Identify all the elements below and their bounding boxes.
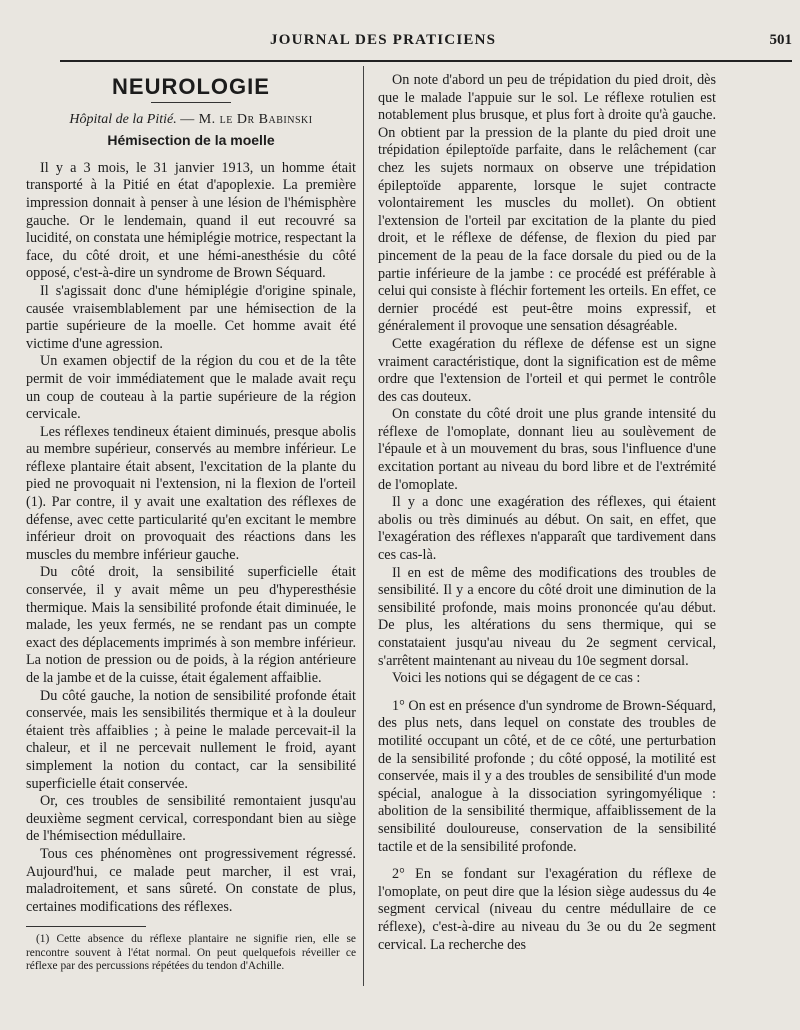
paragraph: On constate du côté droit une plus grande intensité du réflexe de l'omoplate, donnant lieu au soulèvement de l'épaule et à un mouvement du bras, sous l'influence d'une excitation portant au niveau du bord libre et de l'extrémité de l'omoplate.: [378, 406, 716, 493]
paragraph: 2° En se fondant sur l'exagération du réflexe de l'omoplate, on peut dire que la lésion siège audessus du 4e segment cervical (niveau du centre médullaire de ce réflexe), c'est-à-dire au niveau du 3e ou du 2e segment cervical. La recherche des: [378, 866, 716, 953]
paragraph: On note d'abord un peu de trépidation du pied droit, dès que le malade l'appuie sur le sol. Le réflexe rotulien est notablement plus brusque, et plus fort à droite qu'à gauche. On obtient par la pression de la plante du pied droit une trépidation épileptoïde parfaite, dans le relâchement (car chez les sujets normaux on observe une trépidation épileptoïde apparente, lorsque le sujet contracte volontairement les muscles du mollet). On obtient l'extension de l'orteil par excitation de la plante du pied droit, et le réflexe de défense, de flexion du pied par pincement de la peau de la face dorsale du pied ou de la partie inférieure de la jambe : ce procédé est préférable à celui qui consiste à fléchir fortement les orteils. En effet, ce dernier procédé est peut-être moins expressif, et généralement il provoque une sensation désagréable.: [378, 72, 716, 335]
paragraph: Du côté droit, la sensibilité superficielle était conservée, il y avait même un peu d'hyperesthésie thermique. Mais la sensibilité profonde était diminuée, le malade, les yeux fermés, ne se rendant pas un compte exact des déplacements imprimés à son membre inférieur. La notion de pression ou de poids, à la région antérieure de la jambe et de la cuisse, était également affaiblie.: [26, 564, 356, 686]
journal-title: JOURNAL DES PRATICIENS: [270, 32, 497, 48]
byline: [26, 111, 356, 129]
left-column: [26, 72, 356, 974]
paragraph: 1° On est en présence d'un syndrome de Brown-Séquard, des plus nets, dans lequel on constate des troubles de motilité occupant un côté, et de ce côté, une perturbation de la sensibilité profonde ; du côté opposé, la motilité est conservée, mais il y a des troubles de sensibilité d'un mode spécial, analogue à la dissociation syringomyélique : abolition de la sensibilité thermique, affaiblissement de la sensibilité douloureuse, conservation de la sensibilité tactile et de la sensibilité profonde.: [378, 697, 716, 855]
page-header: [60, 30, 792, 56]
paragraph: Il s'agissait donc d'une hémiplégie d'origine spinale, causée vraisemblablement par une hémisection de la partie supérieure de la moelle. Cet homme avait été victime d'une agression.: [26, 282, 356, 352]
section-title: NEUROLOGIE: [112, 74, 270, 99]
header-rule: [60, 60, 792, 62]
paragraph: Les réflexes tendineux étaient diminués, presque abolis au membre supérieur, conservés au membre inférieur. Le réflexe plantaire était absent, l'excitation de la plante du pied ne provoquait ni l'extension, ni la flexion de l'orteil (1). Par contre, il y avait une exaltation des réflexes de défense, avec cette particularité qu'en excitant le membre inférieur droit on provoquait des réactions dans les muscles du membre inférieur gauche.: [26, 423, 356, 563]
paragraph: Voici les notions qui se dégagent de ce cas :: [392, 670, 641, 687]
paragraph: Or, ces troubles de sensibilité remontaient jusqu'au deuxième segment cervical, correspondant bien au siège de l'hémisection médullaire.: [26, 793, 356, 845]
paragraph: Tous ces phénomènes ont progressivement régressé. Aujourd'hui, ce malade peut marcher, il est vrai, maladroitement, et sans sûreté. On constate de plus, certaines modifications des réflexes.: [26, 845, 356, 915]
right-column: [378, 72, 716, 954]
section-title-rule: [151, 102, 231, 103]
byline-author: — M. le Dr Babinski: [180, 111, 313, 127]
paragraph: Du côté gauche, la notion de sensibilité profonde était conservée, mais les sensibilités thermique et à la douleur étaient très affaiblies ; à peine le malade percevait-il la chaleur, et il ne percevait nullement le froid, ayant simplement la notion du contact, car la sensibilité superficielle était conservée.: [26, 687, 356, 792]
footnote-rule: [26, 926, 146, 927]
footnote: (1) Cette absence du réflexe plantaire ne signifie rien, elle se rencontre souvent à l'état normal. On peut quelquefois réveiller ce réflexe par des percussions répétées du tendon d'Achille.: [26, 933, 356, 973]
page-number: 501: [769, 32, 792, 48]
paragraph: Il y a 3 mois, le 31 janvier 1913, un homme était transporté à la Pitié en état d'apoplexie. La première impression donnait à penser à une lésion de l'hémisphère gauche. Or le lendemain, quand il eut recouvré sa lucidité, on constata une hémiplégie motrice, respectant la face, du côté droit, et une hémi-anesthésie du côté opposé, c'est-à-dire un syndrome de Brown Séquard.: [26, 159, 356, 282]
column-divider: [363, 66, 364, 986]
byline-place: Hôpital de la Pitié.: [69, 111, 177, 127]
article-title: Hémisection de la moelle: [107, 132, 275, 149]
paragraph: Il en est de même des modifications des troubles de sensibilité. Il y a encore du côté droit une diminution de la sensibilité profonde, mais moins prononcée qu'au début. De plus, les altérations du sens thermique, qui se constataient jusqu'au niveau du 2e segment cervical, s'arrêtent maintenant au niveau du 10e segment dorsal.: [378, 564, 716, 669]
paragraph: Il y a donc une exagération des réflexes, qui étaient abolis ou très diminués au début. On sait, en effet, que l'exagération des réflexes n'apparaît que tardivement dans ces cas-là.: [378, 494, 716, 564]
paragraph: Un examen objectif de la région du cou et de la tête permit de voir immédiatement que le malade avait reçu un coup de couteau à la partie supérieure de la région cervicale.: [26, 353, 356, 423]
paragraph: Cette exagération du réflexe de défense est un signe vraiment caractéristique, dont la signification est de même ordre que l'extension de l'orteil et qui permet le contrôle des cas douteux.: [378, 335, 716, 405]
